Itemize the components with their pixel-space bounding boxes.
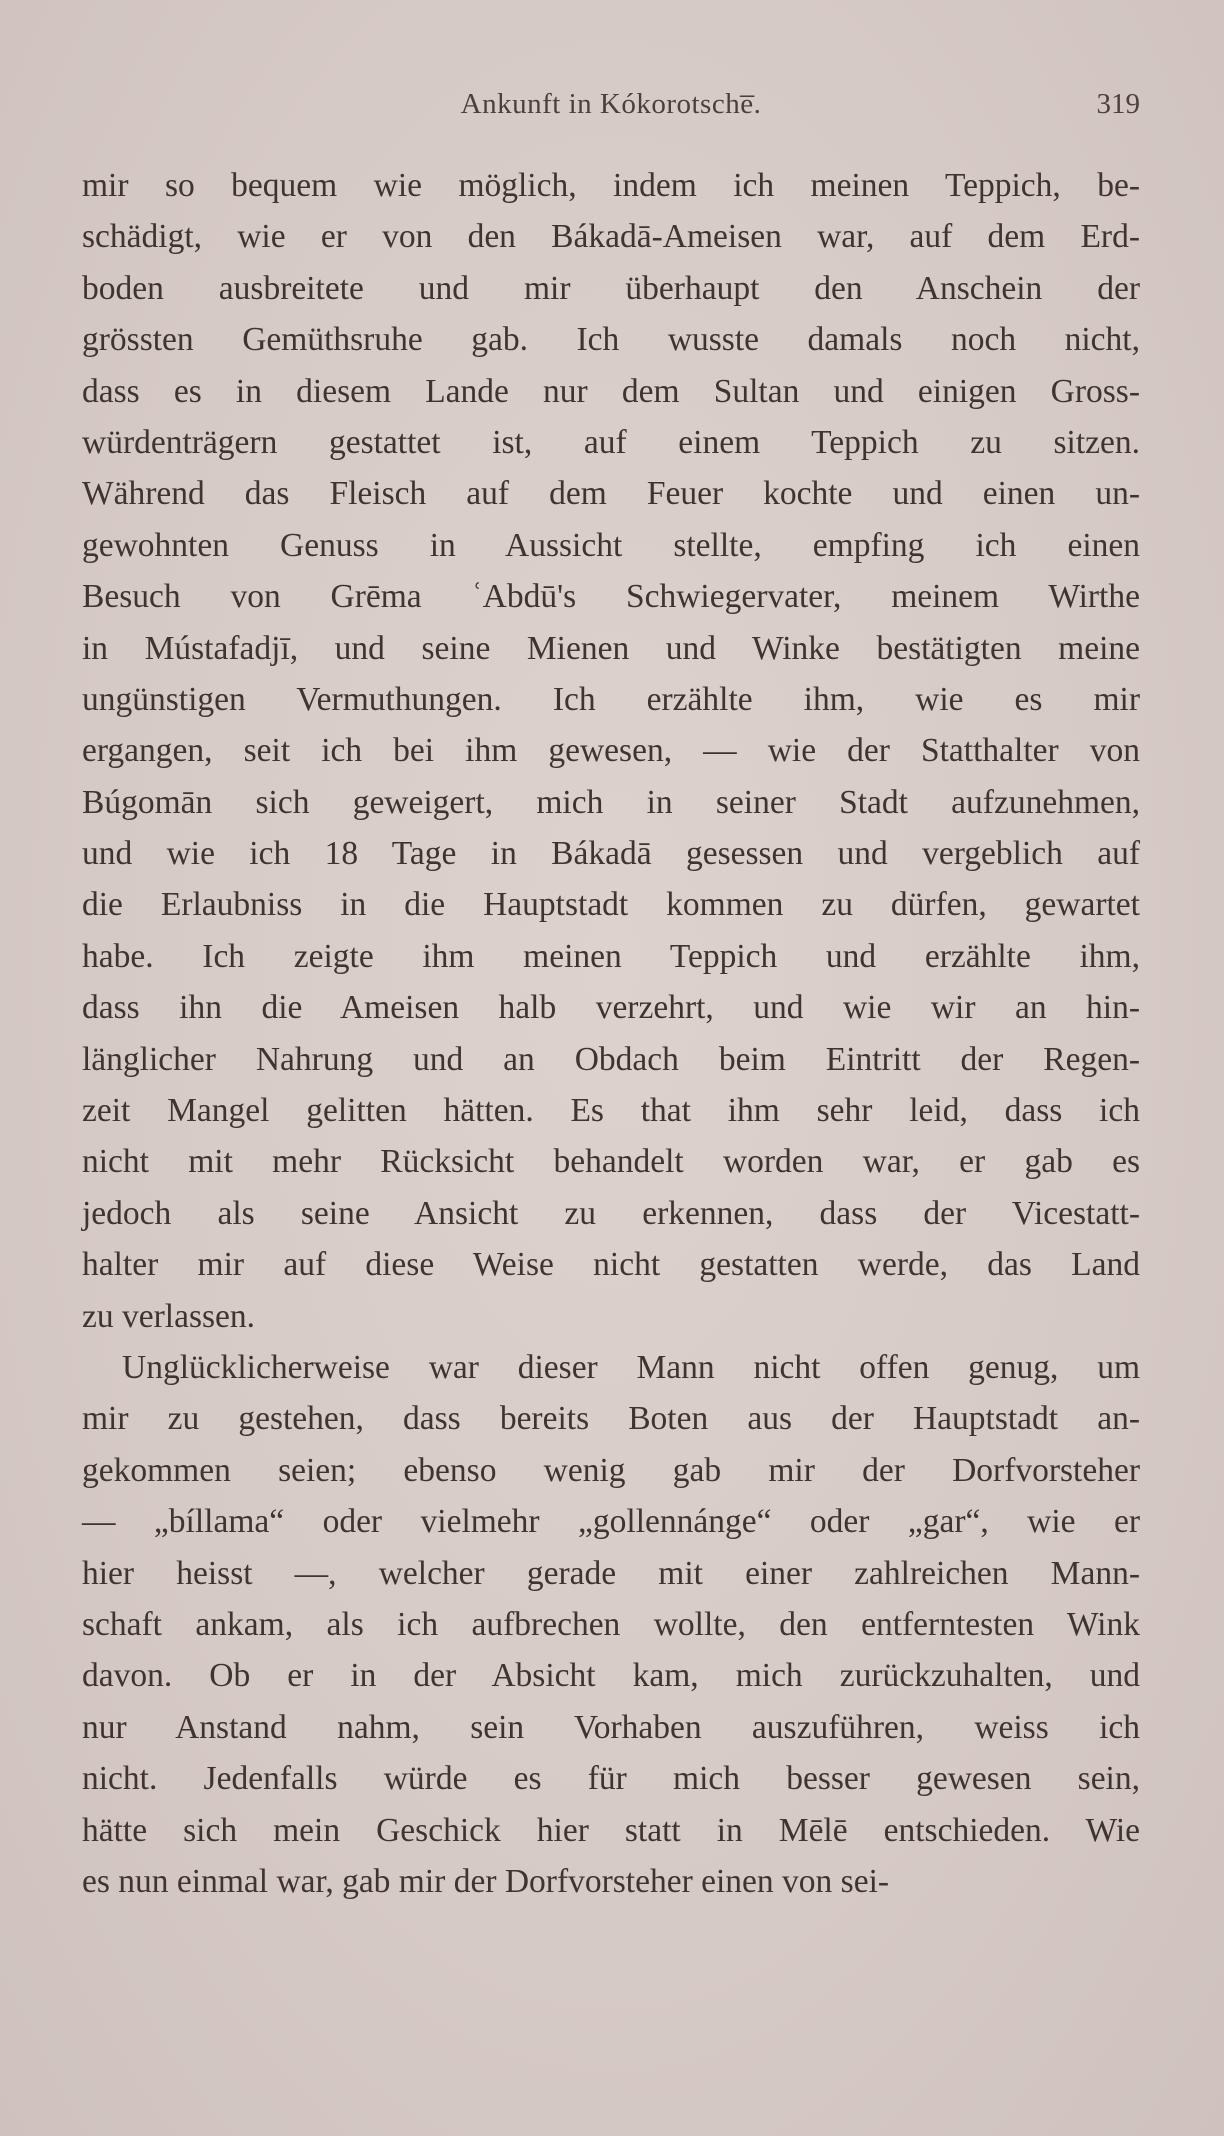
text-line: Unglücklicherweise war dieser Mann nicht offen genug, um	[122, 1348, 1140, 1386]
text-line: halter mir auf diese Weise nicht gestatten werde, das Land	[82, 1246, 1140, 1284]
text-line: würdenträgern gestattet ist, auf einem Teppich zu sitzen.	[82, 423, 1140, 461]
text-line: boden ausbreitete und mir überhaupt den Anschein der	[82, 269, 1140, 307]
running-title: Ankunft in Kókorotsche̅.	[460, 88, 762, 120]
text-line: länglicher Nahrung und an Obdach beim Eintritt der Regen-	[82, 1040, 1140, 1078]
paragraph	[82, 1342, 1140, 1907]
text-line: jedoch als seine Ansicht zu erkennen, dass der Vicestatt-	[82, 1194, 1140, 1232]
text-line: schaft ankam, als ich aufbrechen wollte, den entferntesten Wink	[82, 1605, 1140, 1643]
text-line: dass es in diesem Lande nur dem Sultan und einigen Gross-	[82, 372, 1140, 410]
text-line: schädigt, wie er von den Bákadā-Ameisen war, auf dem Erd-	[82, 218, 1140, 256]
text-line: Während das Fleisch auf dem Feuer kochte und einen un-	[82, 475, 1140, 513]
text-line: hier heisst —, welcher gerade mit einer zahlreichen Mann-	[82, 1554, 1140, 1592]
text-line: zu verlassen.	[82, 1297, 256, 1335]
paragraph	[82, 160, 1140, 1342]
text-line: Búgomān sich geweigert, mich in seiner Stadt aufzunehmen,	[82, 783, 1140, 821]
text-line: hätte sich mein Geschick hier statt in Mēlē entschieden. Wie	[82, 1811, 1140, 1849]
text-line: ergangen, seit ich bei ihm gewesen, — wie der Statthalter von	[82, 732, 1140, 770]
text-line: mir so bequem wie möglich, indem ich meinen Teppich, be-	[82, 167, 1140, 204]
text-line: mir zu gestehen, dass bereits Boten aus der Hauptstadt an-	[82, 1400, 1140, 1438]
text-line: gekommen seien; ebenso wenig gab mir der Dorfvorsteher	[82, 1451, 1140, 1489]
text-line: nur Anstand nahm, sein Vorhaben auszuführen, weiss ich	[82, 1708, 1140, 1746]
text-line: nicht mit mehr Rücksicht behandelt worden war, er gab es	[82, 1143, 1140, 1181]
running-head	[82, 88, 1140, 128]
text-line: dass ihn die Ameisen halb verzehrt, und wie wir an hin-	[82, 989, 1140, 1027]
text-line: gewohnten Genuss in Aussicht stellte, empfing ich einen	[82, 526, 1140, 564]
text-line: die Erlaubniss in die Hauptstadt kommen zu dürfen, gewartet	[82, 886, 1140, 924]
text-line: es nun einmal war, gab mir der Dorfvorsteher einen von sei-	[82, 1862, 890, 1900]
text-line: ungünstigen Vermuthungen. Ich erzählte ihm, wie es mir	[82, 680, 1140, 718]
text-line: in Mústafadjī, und seine Mienen und Winke bestätigten meine	[82, 629, 1140, 667]
text-line: grössten Gemüthsruhe gab. Ich wusste damals noch nicht,	[82, 321, 1140, 359]
text-line: nicht. Jedenfalls würde es für mich besser gewesen sein,	[82, 1760, 1140, 1798]
text-line: und wie ich 18 Tage in Bákadā gesessen und vergeblich auf	[82, 835, 1140, 873]
text-line: habe. Ich zeigte ihm meinen Teppich und erzählte ihm,	[82, 937, 1140, 975]
text-line: zeit Mangel gelitten hätten. Es that ihm sehr leid, dass ich	[82, 1092, 1140, 1130]
body-text	[82, 160, 1140, 1907]
text-line: — „bíllama“ oder vielmehr „gollennánge“ oder „gar“, wie er	[82, 1503, 1140, 1541]
text-line: davon. Ob er in der Absicht kam, mich zurückzuhalten, und	[82, 1657, 1140, 1695]
text-line: Besuch von Grēma ʿAbdū's Schwiegervater, meinem Wirthe	[82, 578, 1140, 616]
page-number: 319	[1096, 88, 1140, 120]
